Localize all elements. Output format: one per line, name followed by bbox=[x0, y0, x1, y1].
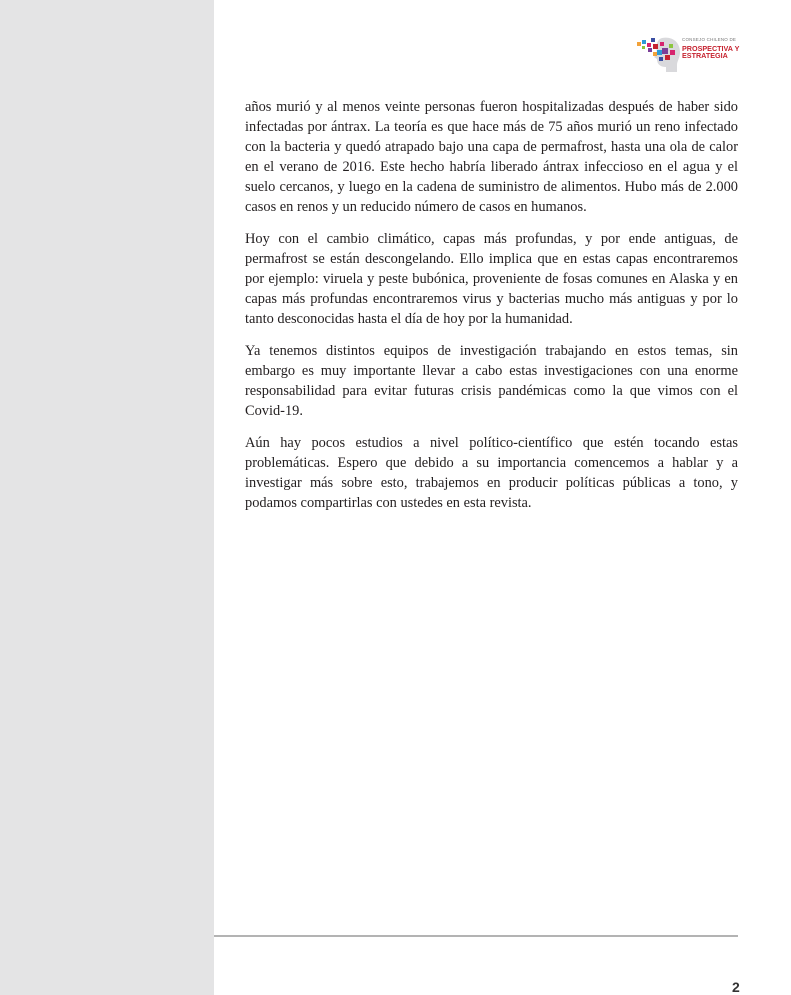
logo-small-text: CONSEJO CHILENO DE bbox=[682, 37, 737, 42]
side-margin-band bbox=[0, 0, 214, 995]
organization-logo bbox=[636, 32, 748, 74]
footer-divider bbox=[214, 935, 738, 937]
body-paragraph: Hoy con el cambio climático, capas más profundas, y por ende antiguas, de permafrost se están descongelando. Ello implica que en estas capas encontraremos por ejemplo: viruela y peste bubónica, proveniente de fosas comunes en Alaska y en capas más profundas encontraremos virus y bacterias mucho más antiguas y por lo tanto desconocidas hasta el día de hoy por la humanidad. bbox=[245, 231, 738, 327]
logo-title-line-1: PROSPECTIVA Y bbox=[682, 43, 740, 53]
logo-mark-icon bbox=[636, 32, 682, 74]
body-paragraph: Ya tenemos distintos equipos de investigación trabajando en estos temas, sin embargo es muy importante llevar a cabo estas investigaciones con una enorme responsabilidad para evitar futuras crisis pandémicas como la que vimos con el Covid-19. bbox=[245, 343, 738, 419]
logo-title-line-2: ESTRATEGIA bbox=[682, 51, 728, 61]
body-paragraph: Aún hay pocos estudios a nivel político-científico que estén tocando estas problemáticas. Espero que debido a su importancia comencemos a hablar y a investigar más sobre esto, trabajemos en producir políticas públicas a tono, y podamos compartirlas con ustedes en esta revista. bbox=[245, 435, 738, 511]
article-body bbox=[245, 97, 738, 525]
page-number: 2 bbox=[732, 979, 740, 995]
body-paragraph: años murió y al menos veinte personas fueron hospitalizadas después de haber sido infectadas por ántrax. La teoría es que hace más de 75 años murió un reno infectado con la bacteria y quedó atrapado bajo una capa de permafrost, hasta una ola de calor en el verano de 2016. Este hecho habría liberado ántrax infeccioso en el agua y el suelo cercanos, y luego en la cadena de suministro de alimentos. Hubo más de 2.000 casos en renos y un reducido número de casos en humanos. bbox=[245, 99, 738, 215]
